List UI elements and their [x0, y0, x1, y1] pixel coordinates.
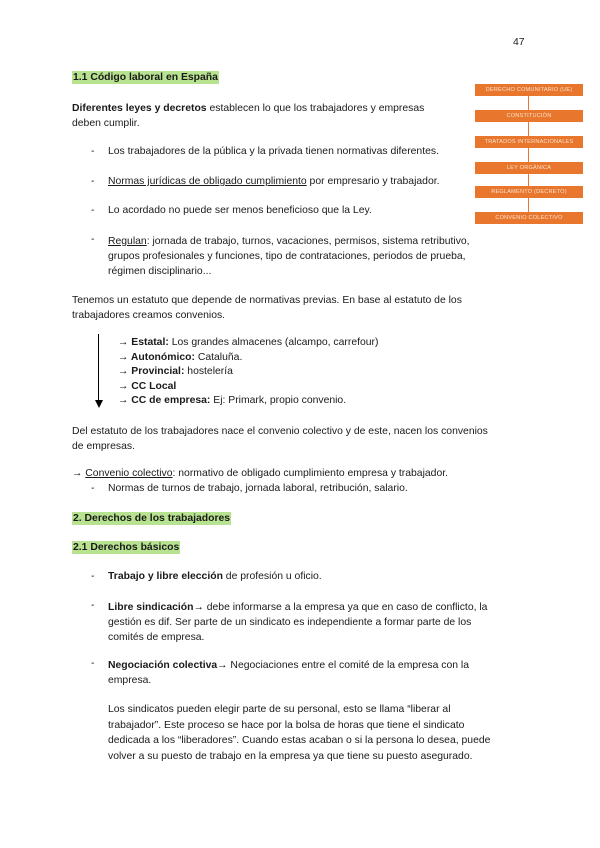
convenio-definition: [72, 468, 448, 479]
list-item-text: → debe informarse a la empresa ya que en caso de conflicto, la: [193, 602, 488, 613]
convenio-paragraph: [72, 424, 488, 454]
section-heading-text: 1.1 Código laboral en España: [73, 72, 218, 83]
list-item: [108, 483, 408, 494]
estatuto-line2: trabajadores creamos convenios.: [72, 310, 226, 321]
intro-text-line2: deben cumplir.: [72, 118, 140, 129]
list-item-text: → Negociaciones entre el comité de la empresa con la: [217, 660, 469, 671]
convenio-line2: de empresas.: [72, 441, 135, 452]
intro-paragraph: [72, 101, 424, 131]
bullet-dash: -: [91, 600, 95, 611]
list-item: [108, 205, 372, 216]
diagram-connector: [528, 148, 529, 162]
diagram-connector: [528, 198, 529, 212]
bullet-dash: -: [91, 176, 95, 187]
section-heading: [72, 513, 231, 524]
convenio-line1: Del estatuto de los trabajadores nace el convenio colectivo y de este, nacen los convenios: [72, 426, 488, 437]
subsection-heading: [72, 542, 180, 553]
diagram-connector: [528, 96, 529, 110]
hierarchy-arrow-line: [98, 334, 99, 403]
sindicatos-line: Los sindicatos pueden elegir parte de su personal, esto se llama “liberar al: [108, 704, 451, 715]
hierarchy-arrow-head: [95, 400, 103, 408]
regulan-line1: : jornada de trabajo, turnos, vacaciones, permisos, sistema retributivo,: [146, 236, 470, 247]
level-item: [118, 336, 378, 351]
level-label: → Estatal:: [118, 337, 169, 348]
regulan-line3: régimen disciplinario...: [108, 266, 212, 277]
regulan-underline: Regulan: [108, 236, 147, 247]
estatuto-paragraph: [72, 293, 462, 323]
diagram-box: LEY ORGÁNICA: [475, 162, 583, 174]
level-text: hostelería: [184, 366, 233, 377]
level-label: → Provincial:: [118, 366, 185, 377]
sindicatos-line: trabajador”. Este proceso se hace por la bolsa de horas que tiene el sindicato: [108, 719, 465, 731]
list-item: [108, 146, 439, 157]
list-item: [108, 600, 487, 645]
list-item-underline: Normas jurídicas de obligado cumplimiento: [108, 176, 307, 187]
list-item-text-line3: comités de empresa.: [108, 632, 205, 643]
list-item: [108, 571, 322, 582]
sindicatos-line: volver a su puesto de trabajo en la empresa ya que tiene su puesto asegurado.: [108, 750, 473, 762]
bullet-dash: -: [91, 483, 95, 494]
list-item-text: Normas de turnos de trabajo, jornada laboral, retribución, salario.: [108, 483, 408, 494]
list-item-text: Lo acordado no puede ser menos beneficioso que la Ley.: [108, 205, 372, 216]
subsection-heading-text: 2.1 Derechos básicos: [73, 542, 180, 553]
level-item: [118, 351, 378, 366]
level-item: [118, 380, 378, 395]
bullet-dash: -: [91, 146, 95, 157]
diagram-box: CONSTITUCIÓN: [475, 110, 583, 122]
list-item-text: Los trabajadores de la pública y la privada tienen normativas diferentes.: [108, 146, 439, 157]
estatuto-line1: Tenemos un estatuto que depende de normativas previas. En base al estatuto de los: [72, 295, 462, 306]
list-item-text-line2: empresa.: [108, 675, 152, 686]
level-label: → Autonómico:: [118, 351, 195, 363]
bullet-dash: -: [91, 571, 95, 582]
level-item: [118, 394, 378, 409]
sindicatos-paragraph: [108, 702, 490, 764]
convenio-rest: : normativo de obligado cumplimiento empresa y trabajador.: [172, 468, 448, 479]
list-item: [108, 658, 469, 688]
level-text: Ej: Primark, propio convenio.: [210, 395, 347, 406]
list-item-bold: Libre sindicación: [108, 602, 194, 613]
list-item-text: por empresario y trabajador.: [306, 176, 440, 187]
list-item-regulan: [108, 234, 470, 279]
level-item: [118, 365, 378, 380]
bullet-dash: -: [91, 658, 95, 669]
list-item-text-line2: gestión es dif. Ser parte de un sindicato es independiente a formar parte de los: [108, 617, 472, 628]
level-label: → CC de empresa:: [118, 395, 211, 406]
sindicatos-line: dedicada a los “liberadores”. Cuando estas acaban o si la persona lo desea, puede: [108, 735, 491, 746]
diagram-box: REGLAMENTO (DECRETO): [475, 186, 583, 198]
convenio-levels: [118, 336, 378, 409]
diagram-box: TRATADOS INTERNACIONALES: [475, 136, 583, 148]
level-text: Cataluña.: [194, 351, 243, 363]
page-number: 47: [513, 37, 525, 48]
intro-text: establecen lo que los trabajadores y empresas: [206, 103, 425, 114]
level-text: Los grandes almacenes (alcampo, carrefour): [168, 337, 379, 348]
list-item-text: de profesión u oficio.: [222, 571, 322, 582]
regulan-line2: grupos profesionales y funciones, tipo de contrataciones, periodos de prueba,: [108, 251, 466, 262]
list-item-bold: Trabajo y libre elección: [108, 571, 223, 582]
list-item: [108, 176, 440, 187]
convenio-underline: Convenio colectivo: [85, 468, 173, 479]
section-heading-text: 2. Derechos de los trabajadores: [73, 513, 231, 524]
level-label: → CC Local: [118, 380, 177, 392]
list-item-bold: Negociación colectiva: [108, 660, 218, 671]
bullet-dash: -: [91, 234, 95, 245]
diagram-box: CONVENIO COLECTIVO: [475, 212, 583, 224]
bullet-dash: -: [91, 205, 95, 216]
diagram-connector: [528, 174, 529, 186]
section-heading: [72, 72, 219, 83]
diagram-connector: [528, 122, 529, 136]
intro-bold: Diferentes leyes y decretos: [72, 103, 207, 114]
convenio-arrow: →: [72, 468, 86, 479]
diagram-box: DERECHO COMUNITARIO (UE): [475, 84, 583, 96]
